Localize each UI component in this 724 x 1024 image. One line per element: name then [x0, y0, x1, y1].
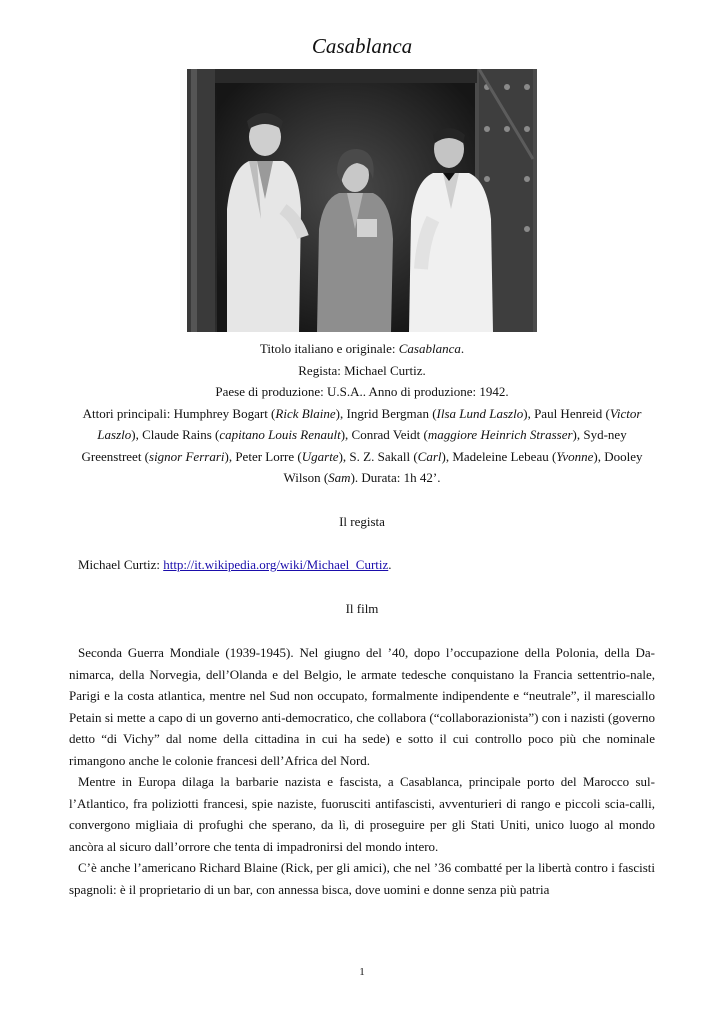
cast-text: ), Conrad Veidt (: [340, 427, 428, 442]
credits-cast-line: [69, 403, 655, 489]
film-still-photo: [187, 69, 537, 332]
wikipedia-link[interactable]: http://it.wikipedia.org/wiki/Michael_Curtiz: [163, 557, 389, 572]
cast-role: Sam: [328, 470, 351, 485]
cast-role: signor Ferrari: [149, 448, 225, 464]
section-heading-film: Il film: [345, 601, 379, 616]
document-title: Casablanca: [311, 34, 413, 58]
cast-text: ), Paul Henreid (: [523, 405, 610, 421]
paragraph: C’è anche l’americano Richard Blaine (Rick, per gli amici), che nel ’36 combatté per la libertà contro i fascisti spagnoli: è il proprietario di un bar, con annessa bisca, dove uomini e donne senza più patria: [69, 860, 655, 897]
cast-role: Victor Laszlo: [97, 405, 642, 442]
page-number: 1: [359, 966, 365, 978]
credits-country-line: Paese di produzione: U.S.A.. Anno di produzione: 1942.: [215, 384, 509, 399]
cast-text: ). Durata: 1h 42’.: [350, 470, 441, 485]
section-heading-regista: Il regista: [339, 514, 385, 529]
cast-text: ), Claude Rains (: [131, 427, 220, 442]
credits-title-line: Titolo italiano e originale: Casablanca.: [259, 341, 465, 356]
cast-text: ), Ingrid Bergman (: [335, 405, 437, 421]
director-link-line: Michael Curtiz: http://it.wikipedia.org/wiki/Michael_Curtiz.: [78, 557, 392, 572]
cast-role: Ilsa Lund Laszlo: [436, 405, 524, 421]
cast-text: ), Peter Lorre (: [224, 448, 302, 464]
film-synopsis: [69, 642, 655, 900]
film-credits: [69, 338, 655, 489]
cast-text: ), Dooley Wilson (: [283, 448, 643, 485]
cast-text: Attori principali: Humphrey Bogart (: [82, 405, 276, 421]
cast-role: maggiore Heinrich Strasser: [427, 427, 573, 442]
paragraph: Seconda Guerra Mondiale (1939-1945). Nel giugno del ’40, dopo l’occupazione della Polonia, della Da-nimarca, della Norvegia, dell’Olanda e del Belgio, le armate tedesche conquistano la Francia settentrio-nale, Parigi e la costa atlantica, mentre nel Sud non occupato, formalmente indipendente e “neutrale”, il maresciallo Petain si mette a capo di un governo anti-democratico, che collabora (“collaborazionista”) con i nazisti (governo detto “di Vichy” dal nome della cittadina in cui ha sede) e sotto il cui controllo poco più che nominale rimangono anche le colonie francesi dell’Africa del Nord.: [69, 645, 655, 768]
cast-role: Rick Blaine: [275, 405, 336, 421]
cast-role: capitano Louis Renault: [219, 427, 341, 442]
cast-text: ), S. Z. Sakall (: [338, 448, 418, 464]
cast-role: Carl: [417, 448, 442, 464]
credits-director-line: Regista: Michael Curtiz.: [298, 362, 426, 378]
paragraph: Mentre in Europa dilaga la barbarie nazista e fascista, a Casablanca, principale porto del Marocco sul-l’Atlantico, fra poliziotti francesi, spie naziste, fuorusciti antifascisti, avventurieri di rango e piccoli scia-calli, convergono migliaia di profughi che sperano, da lì, di proseguire per gli Stati Uniti, unico luogo al mondo ancòra al sicuro dall’orrore che tenta di impadronirsi del mondo intero.: [69, 774, 655, 854]
cast-role: Ugarte: [301, 448, 339, 464]
cast-text: ), Madeleine Lebeau (: [441, 448, 557, 464]
cast-text: ), Syd-ney Greenstreet (: [81, 427, 627, 464]
cast-role: Yvonne: [556, 448, 594, 464]
